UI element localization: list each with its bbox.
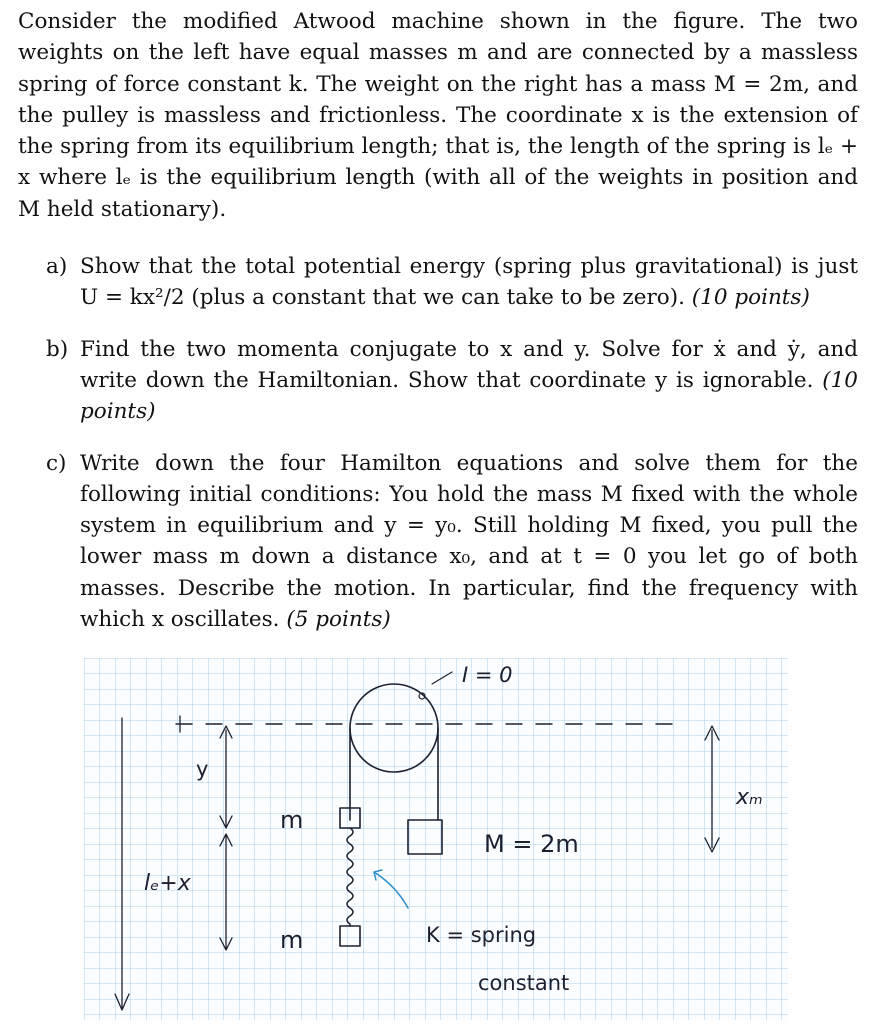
- y-label: y: [196, 757, 209, 781]
- spring-constant-label: K = spring: [426, 923, 537, 947]
- pulley-label: I = 0: [462, 663, 513, 687]
- part-b-label: b): [46, 336, 69, 362]
- big-mass-label: M = 2m: [484, 830, 579, 858]
- part-b: [46, 334, 858, 428]
- part-c-text: Write down the four Hamilton equations and solve them for the following initial conditions: You hold the mass M fixed with the whole system in equilibrium and y = y₀. Still holding M fixed, you pull the lower mass m down a distance x₀, and at t = 0 you let go of both masses. Describe the motion. In particular, find the frequency with which x oscillates.: [80, 450, 858, 633]
- part-a-points: (10 points): [691, 285, 810, 311]
- xm-label: xₘ: [736, 785, 763, 810]
- problem-intro: Consider the modified Atwood machine shown in the figure. The two weights on the left have equal masses m and are connected by a massless spring of force constant k. The weight on the right has a mass M = 2m, and the pulley is massless and frictionless. The coordinate x is the extension of the spring from its equilibrium length; that is, the length of the spring is lₑ + x where lₑ is the equilibrium length (with all of the weights in position and M held stationary).: [18, 9, 858, 222]
- lower-mass-label: m: [280, 926, 304, 954]
- part-c: [46, 448, 858, 636]
- atwood-figure: [84, 658, 788, 1020]
- part-c-label: c): [46, 450, 67, 476]
- part-a-label: a): [46, 254, 68, 280]
- grid-lines: [84, 658, 788, 1020]
- part-a: [46, 251, 858, 314]
- part-c-points: (5 points): [286, 607, 391, 633]
- part-b-points: (10 points): [80, 367, 858, 425]
- spring-constant-label-line2: constant: [478, 971, 570, 995]
- le-x-label: lₑ+x: [144, 871, 191, 896]
- part-b-text: Find the two momenta conjugate to x and y. Solve for ẋ and ẏ, and write down the Hamiltonian. Show that coordinate y is ignorable.: [80, 336, 858, 393]
- problem-statement: [18, 6, 858, 635]
- upper-mass-label: m: [280, 806, 304, 834]
- part-a-text: Show that the total potential energy (spring plus gravitational) is just U = kx²/2 (plus a constant that we can take to be zero).: [80, 254, 858, 311]
